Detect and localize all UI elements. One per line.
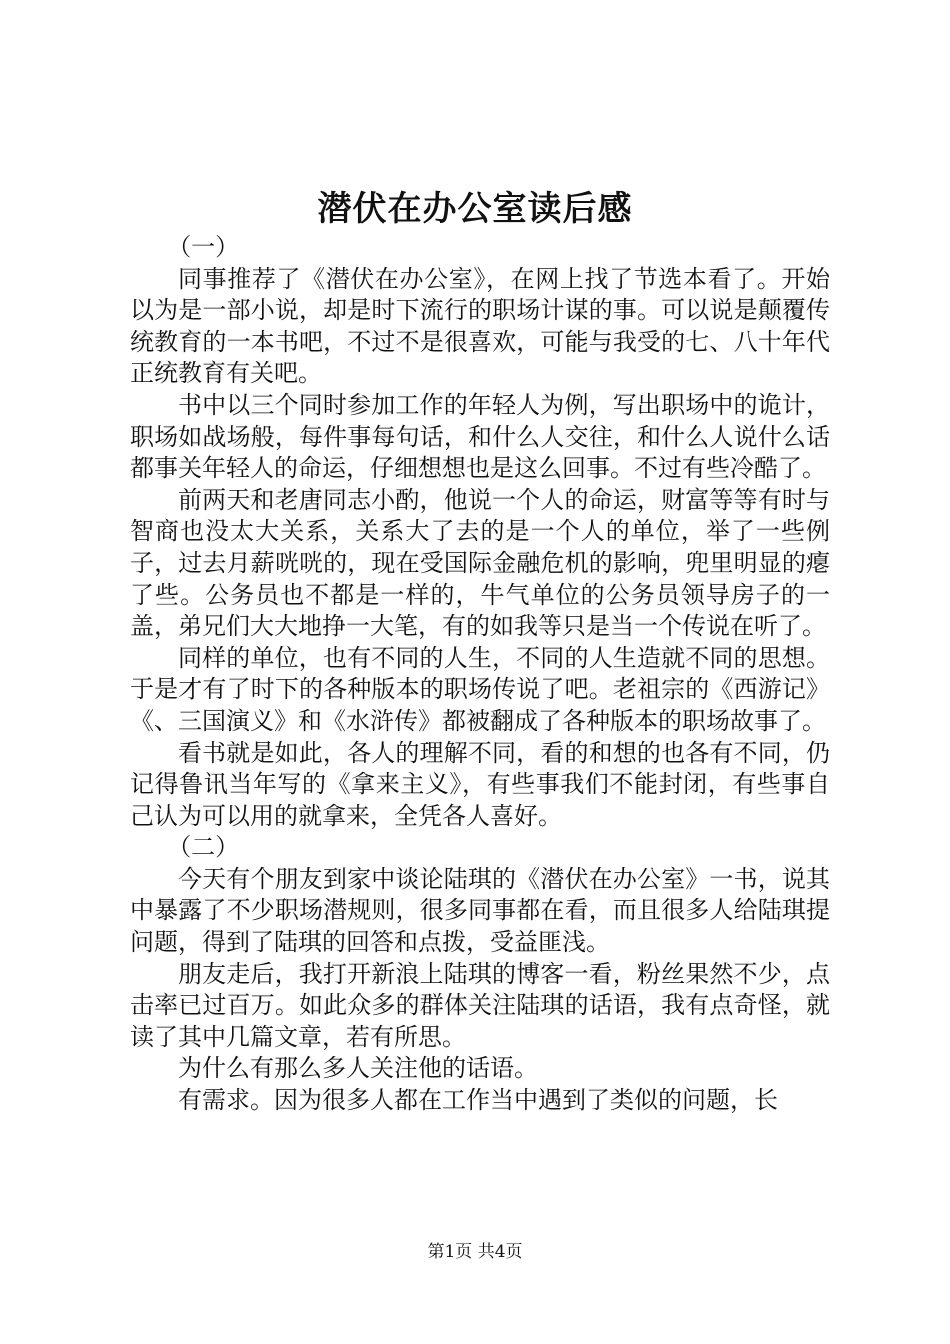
paragraph: 朋友走后，我打开新浪上陆琪的博客一看，粉丝果然不少，点击率已过百万。如此众多的群体关注陆琪的话语，我有点奇怪，就读了其中几篇文章，若有所思。	[130, 959, 830, 1051]
document-title: 潜伏在办公室读后感	[317, 189, 633, 229]
paragraph: 前两天和老唐同志小酌，他说一个人的命运，财富等等有时与智商也没太大关系，关系大了去的是一个人的单位，举了一些例子，过去月薪咣咣的，现在受国际金融危机的影响，兜里明显的瘪了些。公务员也不都是一样的，牛气单位的公务员领导房子的一盖，弟兄们大大地挣一大笔，有的如我等只是当一个传说在听了。	[130, 485, 830, 641]
paragraph: 看书就是如此，各人的理解不同，看的和想的也各有不同，仍记得鲁讯当年写的《拿来主义》，有些事我们不能封闭，有些事自己认为可以用的就拿来，全凭各人喜好。	[130, 738, 830, 830]
section-marker-1: （一）	[167, 233, 240, 261]
page-footer: 第1页 共4页	[427, 1242, 523, 1262]
paragraph: 同样的单位，也有不同的人生，不同的人生造就不同的思想。于是才有了时下的各种版本的职场传说了吧。老祖宗的《西游记》《、三国演义》和《水浒传》都被翻成了各种版本的职场故事了。	[130, 643, 830, 735]
document-body	[130, 232, 830, 1117]
paragraph: 有需求。因为很多人都在工作当中遇到了类似的问题，长	[178, 1086, 778, 1115]
paragraph: 书中以三个同时参加工作的年轻人为例，写出职场中的诡计，职场如战场般，每件事每句话，和什么人交往，和什么人说什么话都事关年轻人的命运，仔细想想也是这么回事。不过有些冷酷了。	[130, 390, 830, 483]
paragraph: 为什么有那么多人关注他的话语。	[178, 1054, 538, 1083]
section-marker-2: （二）	[167, 833, 240, 862]
paragraph: 今天有个朋友到家中谈论陆琪的《潜伏在办公室》一书，说其中暴露了不少职场潜规则，很多同事都在看，而且很多人给陆琪提问题，得到了陆琪的回答和点拨，受益匪浅。	[130, 864, 830, 957]
paragraph: 同事推荐了《潜伏在办公室》，在网上找了节选本看了。开始以为是一部小说，却是时下流行的职场计谋的事。可以说是颠覆传统教育的一本书吧，不过不是很喜欢，可能与我受的七、八十年代正统教育有关吧。	[130, 264, 830, 388]
